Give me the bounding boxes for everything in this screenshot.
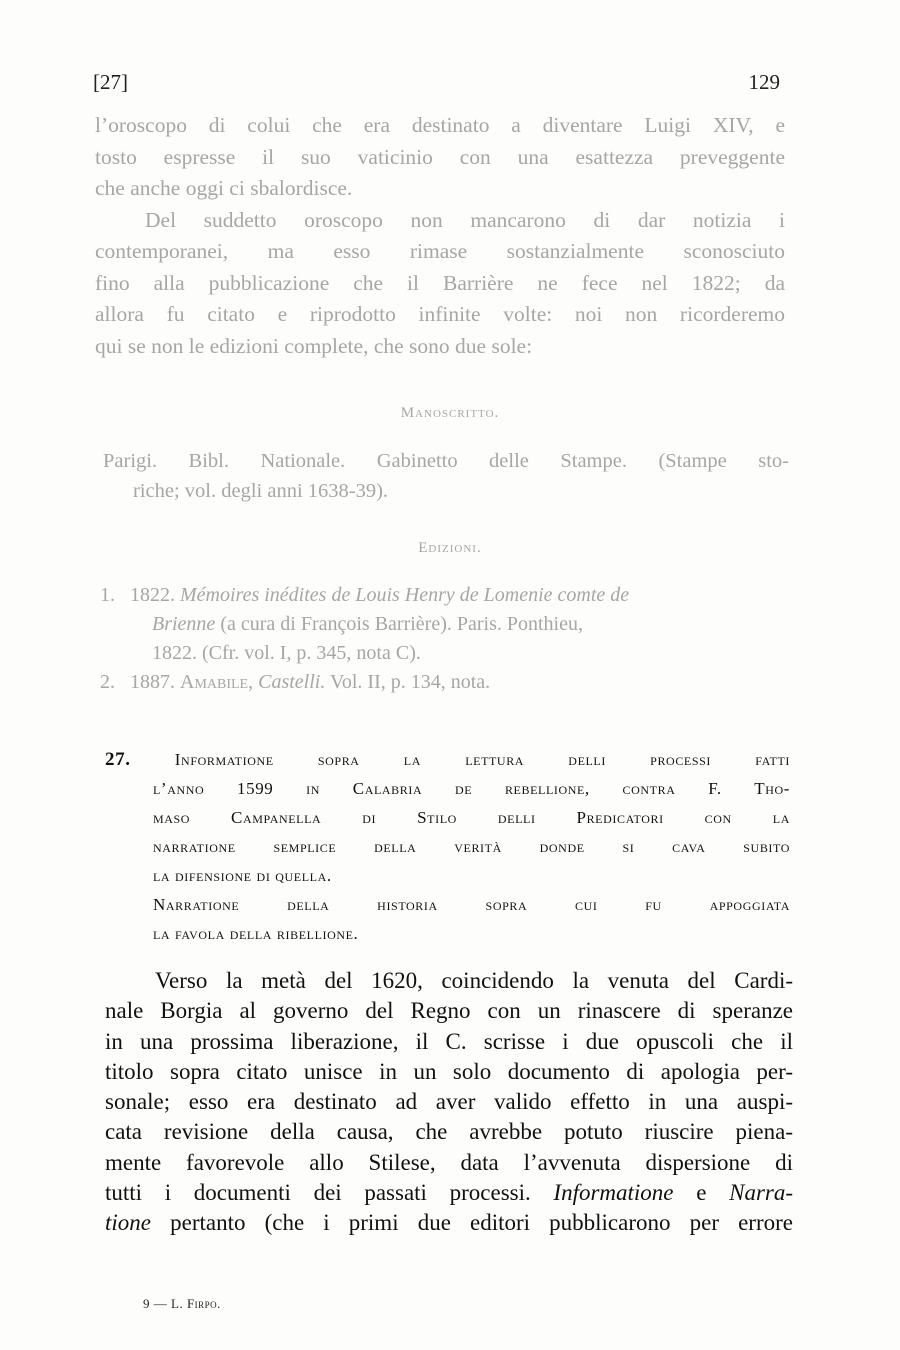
item-details: (a cura di François Barrière). Paris. Ponthieu, bbox=[220, 613, 583, 635]
text-line: titolo sopra citato unisce in un solo documento di apologia per- bbox=[105, 1058, 793, 1084]
text-line: la difensione di quella. bbox=[153, 866, 332, 885]
text-line: tutti i documenti dei passati processi. Informatione e Narra- bbox=[105, 1180, 794, 1206]
text-line: riche; vol. degli anni 1638-39). bbox=[133, 480, 389, 502]
text-line: nale Borgia al governo del Regno con un rinascere di speranze bbox=[105, 998, 793, 1024]
text-line: mente favorevole allo Stilese, data l’avvenuta dispersione di bbox=[105, 1149, 793, 1175]
text-line: contemporanei, ma esso rimase sostanzialmente sconosciuto bbox=[95, 239, 785, 263]
text-line: sonale; esso era destinato ad aver valido effetto in una auspi- bbox=[105, 1089, 793, 1115]
list-item bbox=[100, 668, 790, 697]
text-line: Narratione della historia sopra cui fu appoggiata bbox=[153, 895, 790, 914]
item-details: Vol. II, p. 134, nota. bbox=[329, 671, 491, 693]
item-number: 1. bbox=[100, 584, 115, 606]
item-title: Castelli. bbox=[258, 671, 326, 693]
edizioni-list bbox=[100, 581, 790, 697]
text-line: in una prossima liberazione, il C. scrisse i due opuscoli che il bbox=[105, 1028, 793, 1054]
text-line: che anche oggi ci sbalordisce. bbox=[95, 176, 353, 200]
item-details: 1822. (Cfr. vol. I, p. 345, nota C). bbox=[152, 642, 421, 664]
text-line: tosto espresse il suo vaticinio con una esattezza preveggente bbox=[95, 144, 785, 169]
text-line: l’oroscopo di colui che era destinato a diventare Luigi XIV, e bbox=[95, 113, 785, 137]
text-line: 27. Informatione sopra la lettura delli processi fatti bbox=[105, 749, 790, 770]
text-line: cata revisione della causa, che avrebbe potuto riuscire piena- bbox=[105, 1119, 793, 1145]
item-title-cont: Brienne bbox=[152, 613, 216, 635]
text-line: Del suddetto oroscopo non mancarono di dar notizia i bbox=[145, 207, 785, 232]
text-line: qui se non le edizioni complete, che sono due sole: bbox=[95, 333, 533, 358]
body-paragraph bbox=[105, 966, 793, 1239]
text-line: la favola della ribellione. bbox=[153, 924, 359, 943]
intro-paragraph bbox=[95, 110, 785, 362]
entry-number: 27. bbox=[105, 749, 131, 770]
item-number: 2. bbox=[100, 671, 115, 693]
entry-heading bbox=[105, 745, 790, 948]
text-line: l’anno 1599 in Calabria de rebellione, contra F. Tho- bbox=[153, 779, 790, 798]
text-line: narratione semplice della verità donde si cava subito bbox=[153, 837, 790, 856]
item-year: 1822. bbox=[130, 584, 175, 606]
text-line: allora fu citato e riprodotto infinite volte: noi non ricorderemo bbox=[95, 302, 785, 326]
text-line: tione pertanto (che i primi due editori pubblicarono per errore bbox=[105, 1210, 793, 1236]
page-number: 129 bbox=[748, 70, 780, 94]
item-author: Amabile, bbox=[180, 671, 254, 693]
page-section-number: [27] bbox=[93, 70, 128, 94]
manoscritto-entry bbox=[103, 446, 789, 506]
text-line: fino alla pubblicazione che il Barrière ne fece nel 1822; da bbox=[95, 270, 785, 295]
text-line: Verso la metà del 1620, coincidendo la venuta del Cardi- bbox=[155, 968, 793, 993]
manoscritto-heading: Manoscritto. bbox=[400, 405, 500, 421]
text-line: maso Campanella di Stilo delli Predicatori con la bbox=[153, 808, 790, 827]
item-year: 1887. bbox=[130, 671, 175, 693]
text-line: Parigi. Bibl. Nationale. Gabinetto delle Stampe. (Stampe sto- bbox=[103, 450, 789, 472]
footer-signature: 9 — L. Firpo. bbox=[143, 1296, 221, 1311]
edizioni-heading: Edizioni. bbox=[418, 540, 482, 556]
item-title: Mémoires inédites de Louis Henry de Lomenie comte de bbox=[180, 584, 630, 606]
list-item bbox=[100, 581, 790, 668]
